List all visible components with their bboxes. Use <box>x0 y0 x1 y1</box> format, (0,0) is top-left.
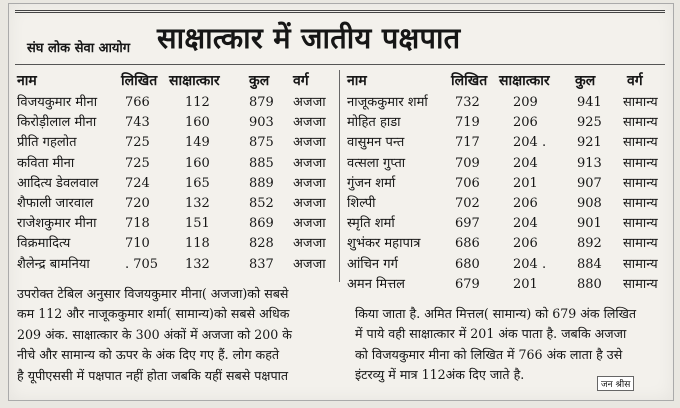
table-cell: सामान्य <box>623 135 658 151</box>
table-cell: अजजा <box>293 155 326 171</box>
column-header: कुल <box>575 73 596 89</box>
table-cell: 908 <box>577 195 602 211</box>
table-cell: सामान्य <box>623 155 658 171</box>
paragraph-line: को विजयकुमार मीना को लिखित में 766 अंक लाता है उसे <box>355 346 623 362</box>
table-cell: 204 . <box>513 135 547 151</box>
table-cell: 710 <box>125 236 150 252</box>
table-cell: 732 <box>455 95 480 110</box>
table-cell: 941 <box>577 95 602 110</box>
column-header: लिखित <box>451 73 488 89</box>
table-cell: 913 <box>577 155 602 171</box>
table-cell: 686 <box>455 236 480 252</box>
paragraph-line: उपरोक्त टेबिल अनुसार विजयकुमार मीना( अजजा)को सबसे <box>17 286 289 301</box>
table-cell: 149 <box>185 135 210 151</box>
table-cell: नाजूककुमार शर्मा <box>347 95 428 110</box>
table-cell: शिल्पी <box>347 195 376 211</box>
table-row <box>347 194 667 214</box>
table-row <box>347 255 667 275</box>
table-cell: अजजा <box>293 135 326 151</box>
table-cell: 160 <box>185 155 210 171</box>
table-row <box>347 133 667 153</box>
table-cell: . 705 <box>125 256 159 272</box>
table-cell: 879 <box>249 95 274 110</box>
newspaper-clipping <box>8 3 674 401</box>
paragraph-line: 209 अंक. साक्षात्कार के 300 अंकों में अजजा को 200 के <box>17 326 292 342</box>
table-cell: 828 <box>249 236 274 252</box>
table-cell: गुंजन शर्मा <box>347 175 396 191</box>
table-cell: 875 <box>249 135 274 151</box>
table-cell: सामान्य <box>623 256 658 272</box>
table-cell: 720 <box>125 195 150 211</box>
table-cell: 697 <box>455 216 480 232</box>
paragraph-line: किया जाता है. अमित मित्तल( सामान्य) को 679 अंक लिखित <box>355 306 637 321</box>
paragraph-line: इंटरव्यु में मात्र 112अंक दिए जाते है. <box>355 367 525 383</box>
paragraph-line: नीचे और सामान्य को ऊपर के अंक दिए गए हैं. लोग कहते <box>17 347 280 363</box>
table-cell: 725 <box>125 155 150 171</box>
heading-rule <box>15 64 665 65</box>
table-cell: विजयकुमार मीना <box>17 95 98 110</box>
table-row <box>17 214 335 234</box>
table-cell: सामान्य <box>623 195 658 211</box>
table-cell: 206 <box>513 236 538 252</box>
table-cell: राजेशकुमार मीना <box>17 216 97 232</box>
table-cell: 702 <box>455 195 480 211</box>
sub-heading: संघ लोक सेवा आयोग <box>27 41 131 56</box>
table-cell: सामान्य <box>623 236 658 252</box>
table-cell: 165 <box>185 175 210 191</box>
table-row <box>347 234 667 254</box>
table-cell: 725 <box>125 135 150 151</box>
column-header: साक्षात्कार <box>169 73 220 89</box>
table-row <box>347 93 667 113</box>
table-cell: विक्रमादित्य <box>17 236 71 252</box>
table-cell: 201 <box>513 175 538 191</box>
table-cell: 209 <box>513 95 538 110</box>
column-header: वर्ग <box>293 73 309 89</box>
table-cell: शैलेन्द्र बामनिया <box>17 256 90 272</box>
right-table <box>347 71 667 295</box>
table-row <box>347 113 667 133</box>
table-cell: आदित्य डेवलवाल <box>17 175 99 191</box>
table-row <box>347 174 667 194</box>
table-cell: 709 <box>455 155 480 171</box>
table-cell: 869 <box>249 216 274 232</box>
table-cell: कविता मीना <box>17 155 75 171</box>
table-cell: 717 <box>455 135 480 151</box>
table-cell: 837 <box>249 256 274 272</box>
table-cell: अजजा <box>293 256 326 272</box>
table-cell: अजजा <box>293 195 326 211</box>
table-cell: 724 <box>125 175 150 191</box>
table-cell: प्रीति गहलोत <box>17 135 77 151</box>
table-row <box>347 214 667 234</box>
column-header: नाम <box>347 73 367 89</box>
table-cell: 112 <box>185 95 210 110</box>
top-rule <box>15 10 665 13</box>
table-cell: 885 <box>249 155 274 171</box>
table-cell: 719 <box>455 115 480 131</box>
table-cell: 884 <box>577 256 602 272</box>
table-row <box>17 133 335 153</box>
table-row <box>347 275 667 295</box>
table-cell: सामान्य <box>623 276 658 292</box>
table-cell: वत्सला गुप्ता <box>347 155 406 171</box>
table-cell: 766 <box>125 95 150 110</box>
table-cell: वासुमन पन्त <box>347 135 405 151</box>
table-cell: 118 <box>185 236 210 252</box>
table-row <box>17 174 335 194</box>
paragraph-line: है यूपीएससी में पक्षपात नहीं होता जबकि यहीं सबसे पक्षपात <box>17 367 289 383</box>
paragraph-line: कम 112 और नाजूककुमार शर्मा( सामान्य)को सबसे अधिक <box>17 306 290 322</box>
table-cell: 880 <box>577 276 602 292</box>
table-cell: 718 <box>125 216 150 232</box>
column-header: कुल <box>249 73 270 89</box>
column-divider <box>339 70 340 282</box>
table-cell: स्मृति शर्मा <box>347 216 395 232</box>
table-cell: 132 <box>185 256 210 272</box>
table-cell: 892 <box>577 236 602 252</box>
table-cell: 907 <box>577 175 602 191</box>
table-cell: 743 <box>125 115 150 131</box>
table-cell: 921 <box>577 135 602 151</box>
table-cell: 206 <box>513 195 538 211</box>
table-row <box>17 93 335 113</box>
table-cell: 903 <box>249 115 274 131</box>
table-cell: 889 <box>249 175 274 191</box>
table-row <box>347 154 667 174</box>
table-cell: अजजा <box>293 95 326 110</box>
table-cell: 201 <box>513 276 538 292</box>
table-header <box>17 71 335 93</box>
table-cell: 852 <box>249 195 274 211</box>
table-row <box>17 255 335 275</box>
paragraph-left <box>17 284 335 386</box>
table-cell: 204 <box>513 216 538 232</box>
table-cell: सामान्य <box>623 115 658 131</box>
credit-stamp: जन श्रीस <box>597 376 634 391</box>
table-row <box>17 234 335 254</box>
table-cell: 901 <box>577 216 602 232</box>
column-header: साक्षात्कार <box>499 73 550 89</box>
table-row <box>17 154 335 174</box>
table-cell: 204 . <box>513 256 547 272</box>
headline: साक्षात्कार में जातीय पक्षपात <box>157 21 461 55</box>
column-header: नाम <box>17 73 37 89</box>
paragraph-line: में पाये वही साक्षात्कार में 201 अंक पाता है. जबकि अजजा <box>355 326 627 342</box>
table-cell: सामान्य <box>623 175 658 191</box>
table-cell: मोहित हाडा <box>347 115 401 131</box>
table-header <box>347 71 667 93</box>
table-cell: 706 <box>455 175 480 191</box>
table-cell: सामान्य <box>623 216 658 232</box>
table-cell: शैफाली जारवाल <box>17 195 94 211</box>
table-cell: अजजा <box>293 115 326 131</box>
table-cell: 132 <box>185 195 210 211</box>
table-cell: 925 <box>577 115 602 131</box>
table-cell: 206 <box>513 115 538 131</box>
table-cell: आंचिन गर्ग <box>347 256 398 272</box>
table-row <box>17 194 335 214</box>
table-cell: 204 <box>513 155 538 171</box>
paragraph-right <box>355 304 669 386</box>
table-cell: अजजा <box>293 175 326 191</box>
table-cell: 679 <box>455 276 480 292</box>
table-cell: 151 <box>185 216 210 232</box>
table-cell: सामान्य <box>623 95 658 110</box>
column-header: वर्ग <box>627 73 643 89</box>
table-cell: अजजा <box>293 216 326 232</box>
left-table <box>17 71 335 275</box>
table-cell: अमन मित्तल <box>347 276 405 292</box>
table-cell: अजजा <box>293 236 326 252</box>
column-header: लिखित <box>121 73 158 89</box>
table-cell: 160 <box>185 115 210 131</box>
table-cell: शुभंकर महापात्र <box>347 236 421 252</box>
table-row <box>17 113 335 133</box>
table-cell: 680 <box>455 256 480 272</box>
table-cell: किरोड़ीलाल मीना <box>17 115 97 131</box>
